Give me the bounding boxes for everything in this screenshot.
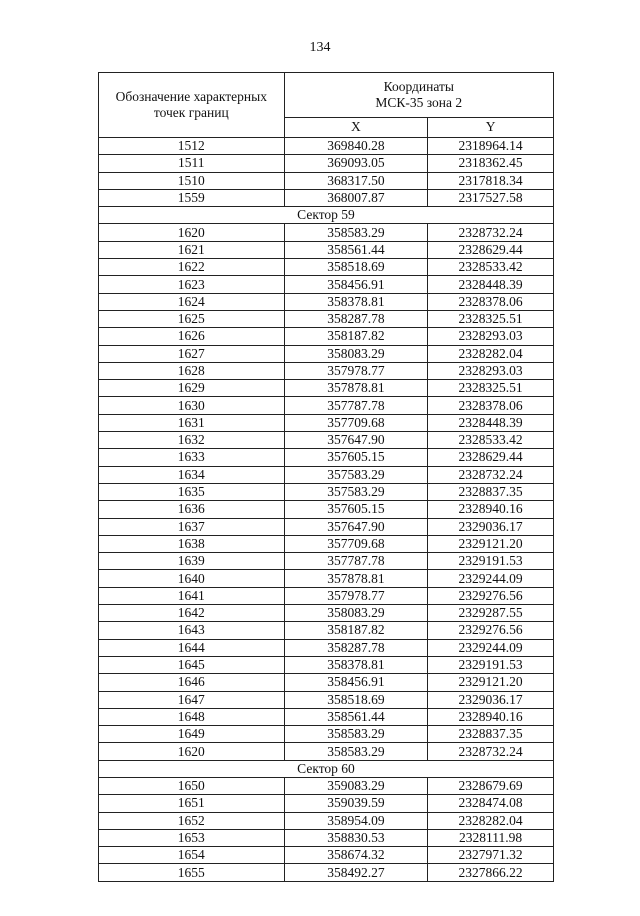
sector-title: Сектор 59	[99, 207, 554, 224]
x-coordinate-cell: 357647.90	[284, 518, 428, 535]
x-coordinate-cell: 357787.78	[284, 397, 428, 414]
x-coordinate-cell: 358583.29	[284, 743, 428, 760]
point-id-cell: 1636	[99, 501, 285, 518]
point-id-cell: 1620	[99, 743, 285, 760]
y-coordinate-cell: 2328111.98	[428, 829, 554, 846]
point-id-cell: 1559	[99, 189, 285, 206]
y-coordinate-cell: 2329121.20	[428, 535, 554, 552]
header-coords-system: МСК-35 зона 2	[375, 94, 463, 110]
point-id-cell: 1644	[99, 639, 285, 656]
y-coordinate-cell: 2328940.16	[428, 708, 554, 725]
y-coordinate-cell: 2329036.17	[428, 518, 554, 535]
table-row	[99, 414, 554, 431]
point-id-cell: 1625	[99, 310, 285, 327]
y-coordinate-cell: 2327866.22	[428, 864, 554, 881]
point-id-cell: 1620	[99, 224, 285, 241]
point-id-cell: 1655	[99, 864, 285, 881]
y-coordinate-cell: 2329191.53	[428, 553, 554, 570]
table-row	[99, 708, 554, 725]
point-id-cell: 1647	[99, 691, 285, 708]
y-coordinate-cell: 2328629.44	[428, 449, 554, 466]
y-coordinate-cell: 2317818.34	[428, 172, 554, 189]
y-coordinate-cell: 2329276.56	[428, 622, 554, 639]
table-row	[99, 777, 554, 794]
table-row	[99, 605, 554, 622]
x-coordinate-cell: 358674.32	[284, 847, 428, 864]
table-row	[99, 847, 554, 864]
y-coordinate-cell: 2328378.06	[428, 397, 554, 414]
x-coordinate-cell: 357605.15	[284, 449, 428, 466]
header-y: Y	[428, 117, 554, 137]
header-x: X	[284, 117, 428, 137]
point-id-cell: 1640	[99, 570, 285, 587]
x-coordinate-cell: 357583.29	[284, 483, 428, 500]
point-id-cell: 1624	[99, 293, 285, 310]
point-id-cell: 1632	[99, 432, 285, 449]
y-coordinate-cell: 2329121.20	[428, 674, 554, 691]
x-coordinate-cell: 358378.81	[284, 293, 428, 310]
table-row	[99, 138, 554, 155]
point-id-cell: 1637	[99, 518, 285, 535]
y-coordinate-cell: 2328837.35	[428, 483, 554, 500]
table-row	[99, 570, 554, 587]
table-row	[99, 587, 554, 604]
y-coordinate-cell: 2328732.24	[428, 466, 554, 483]
point-id-cell: 1631	[99, 414, 285, 431]
page-number: 134	[309, 40, 331, 55]
table-row	[99, 380, 554, 397]
x-coordinate-cell: 357787.78	[284, 553, 428, 570]
point-id-cell: 1511	[99, 155, 285, 172]
point-id-cell: 1649	[99, 726, 285, 743]
x-coordinate-cell: 359039.59	[284, 795, 428, 812]
table-row	[99, 656, 554, 673]
table-row	[99, 829, 554, 846]
table-row	[99, 726, 554, 743]
table-row	[99, 155, 554, 172]
y-coordinate-cell: 2328679.69	[428, 777, 554, 794]
y-coordinate-cell: 2328282.04	[428, 812, 554, 829]
x-coordinate-cell: 358583.29	[284, 726, 428, 743]
point-id-cell: 1512	[99, 138, 285, 155]
sector-row	[99, 207, 554, 224]
table-row	[99, 743, 554, 760]
x-coordinate-cell: 358187.82	[284, 622, 428, 639]
y-coordinate-cell: 2317527.58	[428, 189, 554, 206]
point-id-cell: 1510	[99, 172, 285, 189]
x-coordinate-cell: 358287.78	[284, 639, 428, 656]
y-coordinate-cell: 2318362.45	[428, 155, 554, 172]
point-id-cell: 1642	[99, 605, 285, 622]
y-coordinate-cell: 2329191.53	[428, 656, 554, 673]
table-row	[99, 466, 554, 483]
point-id-cell: 1639	[99, 553, 285, 570]
y-coordinate-cell: 2329036.17	[428, 691, 554, 708]
x-coordinate-cell: 358518.69	[284, 691, 428, 708]
table-row	[99, 518, 554, 535]
x-coordinate-cell: 357605.15	[284, 501, 428, 518]
point-id-cell: 1623	[99, 276, 285, 293]
point-id-cell: 1635	[99, 483, 285, 500]
x-coordinate-cell: 359083.29	[284, 777, 428, 794]
y-coordinate-cell: 2328940.16	[428, 501, 554, 518]
point-id-cell: 1630	[99, 397, 285, 414]
x-coordinate-cell: 358287.78	[284, 310, 428, 327]
header-coordinates	[284, 73, 553, 118]
x-coordinate-cell: 358583.29	[284, 224, 428, 241]
x-coordinate-cell: 368317.50	[284, 172, 428, 189]
table-row	[99, 553, 554, 570]
table-row	[99, 622, 554, 639]
point-id-cell: 1626	[99, 328, 285, 345]
y-coordinate-cell: 2328325.51	[428, 380, 554, 397]
y-coordinate-cell: 2328732.24	[428, 743, 554, 760]
point-id-cell: 1654	[99, 847, 285, 864]
point-id-cell: 1645	[99, 656, 285, 673]
x-coordinate-cell: 358083.29	[284, 605, 428, 622]
y-coordinate-cell: 2328732.24	[428, 224, 554, 241]
table-row	[99, 432, 554, 449]
x-coordinate-cell: 369840.28	[284, 138, 428, 155]
x-coordinate-cell: 358954.09	[284, 812, 428, 829]
table-row	[99, 310, 554, 327]
table-row	[99, 501, 554, 518]
point-id-cell: 1629	[99, 380, 285, 397]
y-coordinate-cell: 2328629.44	[428, 241, 554, 258]
table-row	[99, 639, 554, 656]
table-row	[99, 241, 554, 258]
x-coordinate-cell: 368007.87	[284, 189, 428, 206]
table-row	[99, 795, 554, 812]
table-row	[99, 189, 554, 206]
table-row	[99, 276, 554, 293]
table-row	[99, 224, 554, 241]
x-coordinate-cell: 357978.77	[284, 587, 428, 604]
x-coordinate-cell: 358561.44	[284, 241, 428, 258]
table-row	[99, 345, 554, 362]
x-coordinate-cell: 357709.68	[284, 414, 428, 431]
y-coordinate-cell: 2328533.42	[428, 432, 554, 449]
x-coordinate-cell: 358456.91	[284, 276, 428, 293]
point-id-cell: 1652	[99, 812, 285, 829]
y-coordinate-cell: 2327971.32	[428, 847, 554, 864]
x-coordinate-cell: 358561.44	[284, 708, 428, 725]
header-point-name: Обозначение характерных точек границ	[99, 73, 285, 138]
table-row	[99, 812, 554, 829]
x-coordinate-cell: 358518.69	[284, 259, 428, 276]
point-id-cell: 1641	[99, 587, 285, 604]
table-row	[99, 362, 554, 379]
x-coordinate-cell: 357583.29	[284, 466, 428, 483]
y-coordinate-cell: 2329276.56	[428, 587, 554, 604]
table-body	[99, 138, 554, 882]
y-coordinate-cell: 2328448.39	[428, 276, 554, 293]
y-coordinate-cell: 2328448.39	[428, 414, 554, 431]
x-coordinate-cell: 357647.90	[284, 432, 428, 449]
x-coordinate-cell: 357978.77	[284, 362, 428, 379]
x-coordinate-cell: 357709.68	[284, 535, 428, 552]
x-coordinate-cell: 358083.29	[284, 345, 428, 362]
x-coordinate-cell: 357878.81	[284, 380, 428, 397]
y-coordinate-cell: 2318964.14	[428, 138, 554, 155]
table-row	[99, 259, 554, 276]
table-row	[99, 293, 554, 310]
y-coordinate-cell: 2328378.06	[428, 293, 554, 310]
coordinates-table	[98, 72, 554, 882]
table-row	[99, 172, 554, 189]
y-coordinate-cell: 2328293.03	[428, 362, 554, 379]
point-id-cell: 1621	[99, 241, 285, 258]
point-id-cell: 1627	[99, 345, 285, 362]
table-row	[99, 864, 554, 881]
sector-title: Сектор 60	[99, 760, 554, 777]
y-coordinate-cell: 2329244.09	[428, 639, 554, 656]
table-row	[99, 449, 554, 466]
x-coordinate-cell: 369093.05	[284, 155, 428, 172]
x-coordinate-cell: 358456.91	[284, 674, 428, 691]
point-id-cell: 1646	[99, 674, 285, 691]
point-id-cell: 1651	[99, 795, 285, 812]
y-coordinate-cell: 2328533.42	[428, 259, 554, 276]
point-id-cell: 1634	[99, 466, 285, 483]
sector-row	[99, 760, 554, 777]
y-coordinate-cell: 2329287.55	[428, 605, 554, 622]
point-id-cell: 1648	[99, 708, 285, 725]
x-coordinate-cell: 358187.82	[284, 328, 428, 345]
table-row	[99, 674, 554, 691]
table-row	[99, 328, 554, 345]
point-id-cell: 1643	[99, 622, 285, 639]
table-row	[99, 691, 554, 708]
table-row	[99, 483, 554, 500]
x-coordinate-cell: 357878.81	[284, 570, 428, 587]
y-coordinate-cell: 2328837.35	[428, 726, 554, 743]
y-coordinate-cell: 2329244.09	[428, 570, 554, 587]
y-coordinate-cell: 2328325.51	[428, 310, 554, 327]
point-id-cell: 1653	[99, 829, 285, 846]
point-id-cell: 1638	[99, 535, 285, 552]
point-id-cell: 1622	[99, 259, 285, 276]
y-coordinate-cell: 2328282.04	[428, 345, 554, 362]
y-coordinate-cell: 2328293.03	[428, 328, 554, 345]
point-id-cell: 1628	[99, 362, 285, 379]
table-row	[99, 535, 554, 552]
x-coordinate-cell: 358378.81	[284, 656, 428, 673]
x-coordinate-cell: 358492.27	[284, 864, 428, 881]
point-id-cell: 1633	[99, 449, 285, 466]
table-row	[99, 397, 554, 414]
y-coordinate-cell: 2328474.08	[428, 795, 554, 812]
x-coordinate-cell: 358830.53	[284, 829, 428, 846]
header-coords-title: Координаты	[383, 78, 454, 94]
point-id-cell: 1650	[99, 777, 285, 794]
